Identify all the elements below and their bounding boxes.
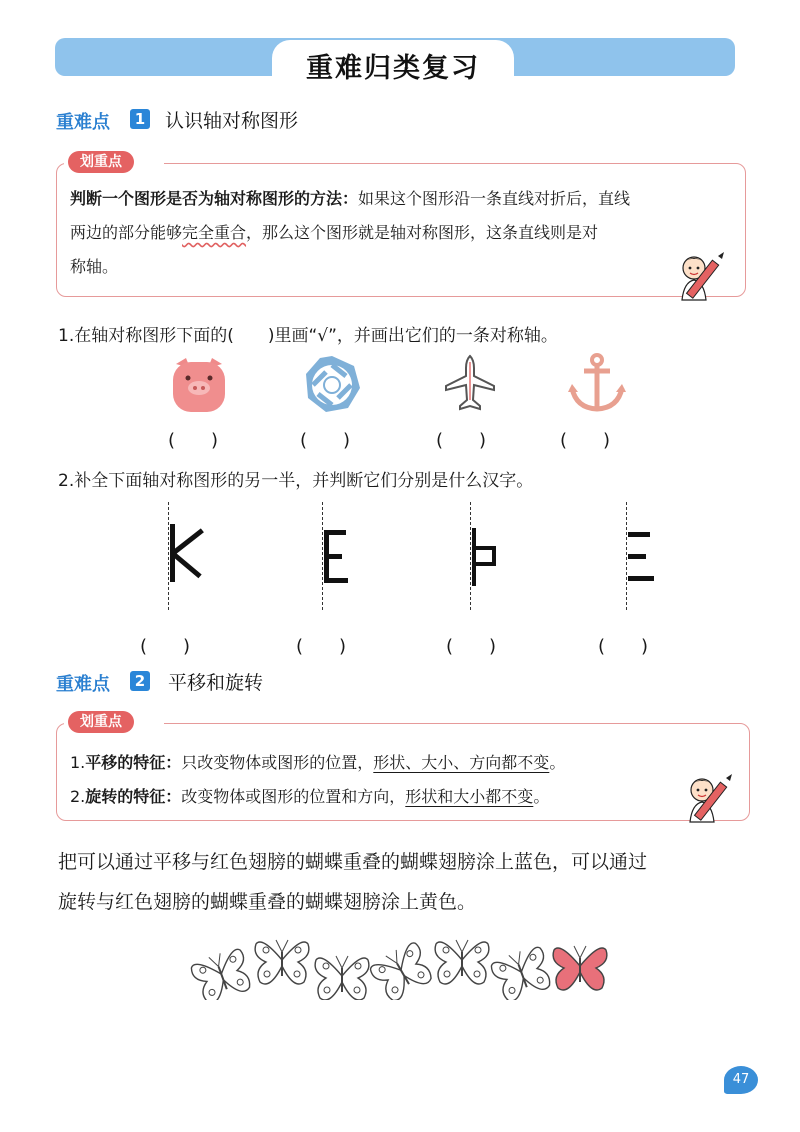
butterfly-5: [435, 940, 489, 984]
half-char-3: [462, 502, 522, 610]
half-char-4: [618, 502, 678, 610]
q2-blank-1[interactable]: ( ): [140, 636, 191, 657]
page-number: 47: [724, 1066, 758, 1094]
butterfly-row: [188, 928, 618, 1000]
keypoint-text-1: 判断一个图形是否为轴对称图形的方法：如果这个图形沿一条直线对折后，直线 两边的部分能够完全重合，那么这个图形就是轴对称图形，这条直线则是对 称轴。: [70, 189, 631, 276]
keypoint-tag-2: 划重点: [68, 711, 134, 733]
butterfly-3: [315, 956, 369, 1000]
section1-number: 1: [130, 109, 150, 129]
q1-blank-4[interactable]: ( ): [560, 430, 611, 451]
butterfly-4: [368, 940, 437, 1000]
keypoint-text-2: 1.平移的特征：只改变物体或图形的位置，形状、大小、方向都不变。 2.旋转的特征：改变物体或图形的位置和方向，形状和大小都不变。: [70, 753, 566, 806]
q2-blank-3[interactable]: ( ): [446, 636, 497, 657]
half-char-1: [160, 502, 220, 610]
section1-label: 重难点: [56, 112, 110, 133]
boy-pencil-icon: [672, 250, 738, 306]
pig-face-icon: [168, 354, 230, 416]
butterfly-2: [255, 940, 309, 984]
q1-blank-1[interactable]: ( ): [168, 430, 219, 451]
camera-aperture-icon: [302, 354, 362, 414]
section2-number: 2: [130, 671, 150, 691]
butterfly-6: [489, 944, 555, 1000]
section2-label: 重难点: [56, 674, 110, 695]
q2-blank-2[interactable]: ( ): [296, 636, 347, 657]
anchor-icon: [566, 352, 628, 414]
q2-blank-4[interactable]: ( ): [598, 636, 649, 657]
question-3: 把可以通过平移与红色翅膀的蝴蝶重叠的蝴蝶翅膀涂上蓝色，可以通过 旋转与红色翅膀的蝴蝶重叠的蝴蝶翅膀涂上黄色。: [58, 851, 648, 913]
butterfly-1: [189, 946, 255, 1000]
half-char-2: [314, 502, 374, 610]
q1-blank-2[interactable]: ( ): [300, 430, 351, 451]
q1-blank-3[interactable]: ( ): [436, 430, 487, 451]
boy-pencil-icon-2: [680, 772, 746, 828]
page-title: 重难归类复习: [306, 53, 480, 84]
keypoint-tag-1: 划重点: [68, 151, 134, 173]
airplane-icon: [442, 354, 498, 414]
section2-title: 平移和旋转: [168, 672, 264, 694]
butterfly-red: [553, 946, 607, 990]
method-bold: 判断一个图形是否为轴对称图形的方法：: [70, 189, 359, 208]
question-1: 1.在轴对称图形下面的( )里画“√”，并画出它们的一条对称轴。: [58, 326, 558, 346]
section1-title: 认识轴对称图形: [165, 110, 299, 132]
question-2: 2.补全下面轴对称图形的另一半，并判断它们分别是什么汉字。: [58, 471, 534, 491]
